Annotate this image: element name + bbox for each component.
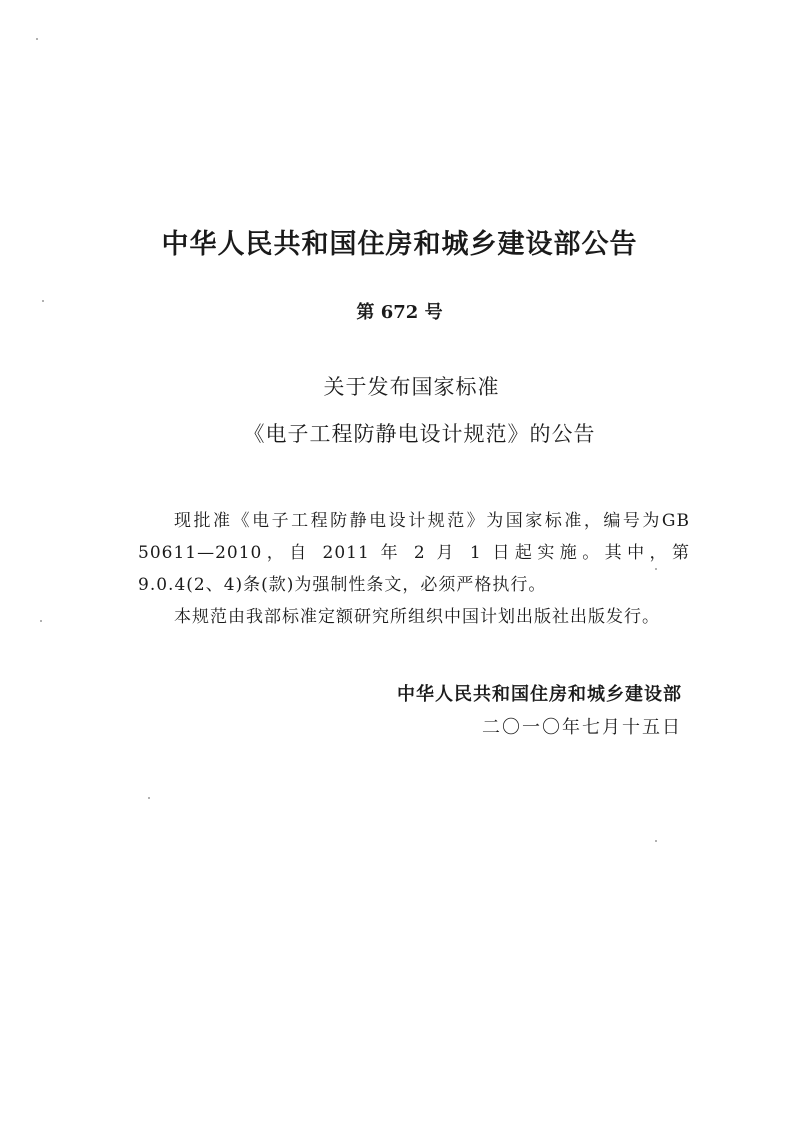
scan-speck [36, 38, 38, 40]
subtitle-line-2: 《电子工程防静电设计规范》的公告 [243, 422, 596, 446]
scan-speck [655, 568, 657, 570]
scan-speck [40, 620, 42, 622]
body-paragraph-1 [138, 505, 690, 601]
scan-speck [42, 300, 44, 302]
scan-speck [148, 797, 150, 799]
subtitle-line-1: 关于发布国家标准 [323, 375, 500, 399]
number-value: 672 [380, 302, 419, 323]
body-paragraph-2 [138, 601, 690, 633]
announcement-title: 中华人民共和国住房和城乡建设部公告 [161, 229, 638, 260]
paragraph-1-text: 现批准《电子工程防静电设计规范》为国家标准，编号为GB 50611—2010，自 2011 年 2 月 1 日起实施。其中，第 9.0.4(2、4)条(款)为强制性条文，必须严格执行。 [138, 511, 690, 595]
signer: 中华人民共和国住房和城乡建设部 [397, 684, 682, 705]
announcement-number [0, 298, 799, 324]
number-prefix: 第 [356, 302, 375, 323]
issue-date: 二〇一〇年七月十五日 [482, 717, 682, 738]
number-suffix: 号 [424, 302, 443, 323]
paragraph-2-text: 本规范由我部标准定额研究所组织中国计划出版社出版发行。 [174, 607, 660, 627]
scan-speck [655, 840, 657, 842]
